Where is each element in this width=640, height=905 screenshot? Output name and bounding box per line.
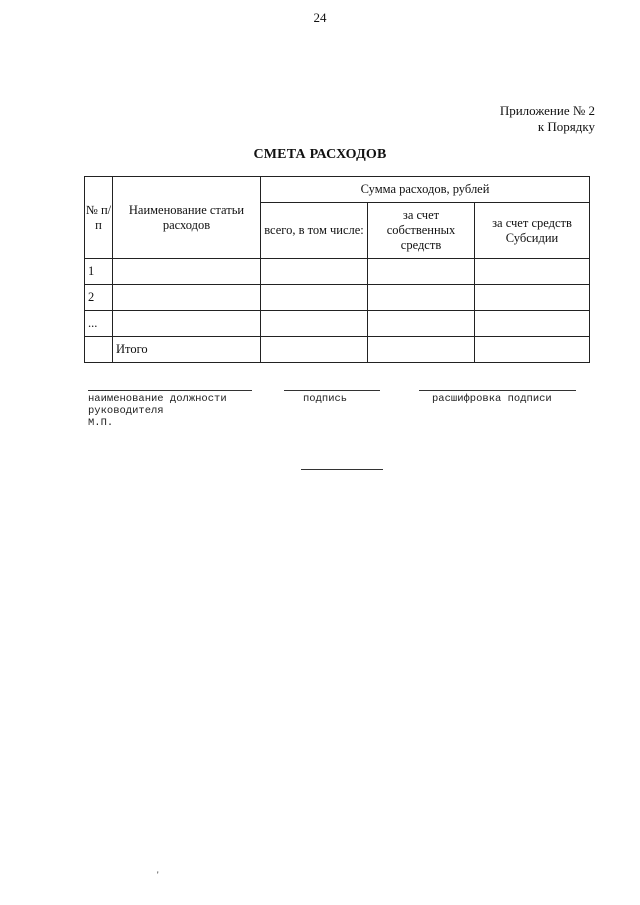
expense-estimate-table <box>84 176 590 363</box>
row-subsidy-cell <box>475 285 590 311</box>
header-item-name: Наименование статьи расходов <box>113 177 261 259</box>
row-own-cell <box>368 311 475 337</box>
closing-separator-line <box>301 469 383 470</box>
decryption-signature-line <box>419 390 576 391</box>
appendix-line-1: Приложение № 2 <box>499 103 595 118</box>
row-total-cell <box>261 285 368 311</box>
appendix-reference <box>500 103 595 135</box>
row-number: ... <box>85 311 113 337</box>
row-own-cell <box>368 285 475 311</box>
position-label <box>88 393 227 429</box>
row-subsidy-cell <box>475 337 590 363</box>
row-total-cell <box>261 311 368 337</box>
signature-label: подпись <box>303 393 348 405</box>
table-header-row-1 <box>85 177 590 203</box>
position-signature-line <box>88 390 252 391</box>
table-row <box>85 285 590 311</box>
position-label-line-2: руководителя <box>88 405 164 417</box>
row-number: 2 <box>85 285 113 311</box>
position-label-line-1: наименование должности <box>88 393 227 405</box>
row-subsidy-cell <box>475 311 590 337</box>
header-sum-group: Сумма расходов, рублей <box>261 177 590 203</box>
stamp-label: М.П. <box>88 417 114 429</box>
table-row <box>85 311 590 337</box>
row-own-cell <box>368 337 475 363</box>
row-item-name <box>113 311 261 337</box>
row-item-name: Итого <box>113 337 261 363</box>
row-item-name <box>113 285 261 311</box>
row-number: 1 <box>85 259 113 285</box>
stray-mark: ' <box>157 870 159 880</box>
header-number: № п/п <box>85 177 113 259</box>
page-number: 24 <box>313 10 327 25</box>
row-number <box>85 337 113 363</box>
table-row-total <box>85 337 590 363</box>
header-own-funds: за счет собственных средств <box>368 203 475 259</box>
row-subsidy-cell <box>475 259 590 285</box>
row-own-cell <box>368 259 475 285</box>
table-row <box>85 259 590 285</box>
signature-line <box>284 390 380 391</box>
decryption-label: расшифровка подписи <box>432 393 552 405</box>
appendix-line-2: к Порядку <box>537 119 595 134</box>
row-item-name <box>113 259 261 285</box>
header-total: всего, в том числе: <box>261 203 368 259</box>
document-title: СМЕТА РАСХОДОВ <box>253 147 387 162</box>
row-total-cell <box>261 259 368 285</box>
row-total-cell <box>261 337 368 363</box>
header-subsidy: за счет средств Субсидии <box>475 203 590 259</box>
